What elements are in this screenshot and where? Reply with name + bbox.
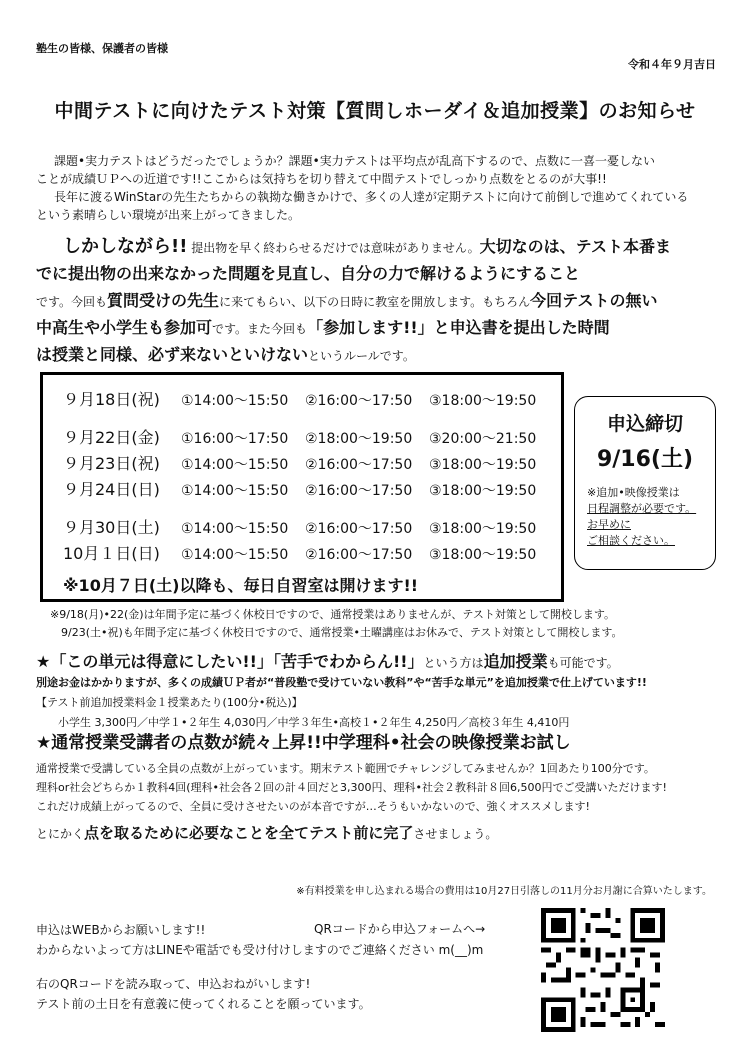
time-slot: ①14:00～15:50 (181, 457, 289, 473)
qr-label: QRコードから申込フォームへ→ (314, 922, 486, 936)
time-slot: ②16:00～17:50 (305, 393, 413, 409)
holiday-note: 9/23(土•祝)も年間予定に基づく休校日ですので、通常授業•土曜講座はお休みで、テスト対策として開校します。 (61, 626, 623, 639)
however-text: です。また今回も (212, 322, 308, 336)
time-slot: ②18:00～19:50 (305, 431, 413, 447)
schedule-date: ９月18日(祝) (63, 390, 160, 409)
time-slot: ③18:00～19:50 (429, 547, 537, 563)
apply-line: テスト前の土日を有意義に使ってくれることを願っています。 (36, 997, 371, 1011)
schedule-date: ９月22日(金) (63, 428, 160, 447)
however-emphasis: 質問受けの先生 (107, 291, 220, 310)
deadline-date: 9/16(土) (596, 447, 694, 472)
addressee: 塾生の皆様、保護者の皆様 (36, 42, 168, 55)
however-text: 提出物を早く終わらせるだけでは意味がありません。 (191, 241, 480, 255)
schedule-box (40, 372, 564, 602)
time-slot: ②16:00～17:50 (305, 457, 413, 473)
time-slot: ③18:00～19:50 (429, 393, 537, 409)
time-slot: ②16:00～17:50 (305, 547, 413, 563)
however-text: です。今回も (36, 295, 108, 309)
qr-code-icon[interactable] (541, 908, 665, 1032)
however-emphasis: 大切なのは、テスト本番ま (479, 237, 671, 256)
time-slot: ①14:00～15:50 (181, 547, 289, 563)
however-emphasis: でに提出物の出来なかった問題を見直し、自分の力で解けるようにすること (36, 264, 581, 283)
schedule-date: ９月30日(土) (63, 518, 160, 537)
self-study-notice: ※10月７日(土)以降も、毎日自習室は開けます!! (63, 576, 419, 595)
time-slot: ②16:00～17:50 (305, 521, 413, 537)
section-text: これだけ成績上がってるので、全員に受けさせたいのが本音ですが…そうもいかないので、強くオススメします! (36, 800, 590, 813)
however-emphasis: 中高生や小学生も参加可 (36, 318, 213, 337)
schedule-date: ９月23日(祝) (63, 454, 160, 473)
time-slot: ③18:00～19:50 (429, 457, 537, 473)
time-slot: ③18:00～19:50 (429, 483, 537, 499)
time-slot: ③20:00～21:50 (429, 431, 537, 447)
deadline-note-line: ご相談ください。 (587, 534, 675, 547)
intro-line: という素晴らしい環境が出来上がってきました。 (36, 208, 301, 222)
section-heading-text: も可能です。 (547, 656, 619, 670)
however-emphasis: は授業と同様、必ず来ないといけない (36, 345, 309, 364)
footnote: ※有料授業を申し込まれる場合の費用は10月27日引落しの11月分お月謝に合算いたします。 (296, 886, 712, 897)
section-heading: 追加授業 (483, 652, 548, 671)
however-emphasis: 「参加します!!」と申込書を提出した時間 (307, 318, 610, 337)
intro (36, 152, 726, 224)
time-slot: ③18:00～19:50 (429, 521, 537, 537)
schedule-row (63, 451, 553, 474)
video-class-section (36, 734, 736, 844)
section-heading: ★「この単元は得意にしたい!!」「苦手でわからん!!」 (36, 652, 424, 671)
however-emphasis: 今回テストの無い (530, 291, 658, 310)
time-slot: ①16:00～17:50 (181, 431, 289, 447)
intro-line: 課題•実力テストはどうだったでしょうか？課題•実力テストは平均点が乱高下するので、点数に一喜一憂しない (54, 154, 655, 168)
deadline-heading: 申込締切 (606, 413, 683, 435)
page-title: 中間テストに向けたテスト対策【質問しホーダイ＆追加授業】のお知らせ (54, 100, 696, 122)
intro-line: ことが成績ＵＰへの近道です!!ここからは気持ちを切り替えて中間テストでしっかり点数をとるのが大事!! (36, 172, 607, 186)
section-text: 別途お金はかかりますが、多くの成績ＵＰ者が“普段塾で受けていない教科”や“苦手な単元”を追加授業で仕上げています!! (36, 676, 647, 689)
section-text: させましょう。 (413, 827, 498, 841)
section-heading: ★通常授業受講者の点数が続々上昇!!中学理科•社会の映像授業お試し (36, 733, 571, 753)
deadline-note-line: ※追加•映像授業は (587, 486, 680, 499)
section-text: とにかく (36, 827, 85, 841)
deadline-note-line: お早めに (587, 518, 631, 531)
fee-title: 【テスト前追加授業料金１授業あたり(100分•税込)】 (36, 696, 303, 709)
time-slot: ①14:00～15:50 (181, 393, 289, 409)
however-paragraph (36, 234, 726, 369)
schedule-date: 10月１日(日) (63, 544, 160, 563)
fee-list: 小学生 3,300円／中学１•２年生 4,030円／中学３年生•高校１•２年生 4,250円／高校３年生 4,410円 (58, 716, 570, 729)
schedule-row (63, 477, 553, 500)
section-text: 理科or社会どちらか１教科4回(理科•社会各２回の計４回だと3,300円、理科•社会２教科計８回6,500円でご受講いただけます! (36, 781, 667, 794)
deadline-note-line: 日程調整が必要です。 (587, 502, 697, 515)
section-heading-text: という方は (423, 656, 484, 670)
section-emphasis: 点を取るために必要なことを全てテスト前に完了 (84, 824, 414, 842)
deadline-note (587, 485, 705, 549)
apply-line: わからないよって方はLINEや電話でも受け付けしますのでご連絡ください m(__)m (36, 943, 484, 957)
deadline-box (574, 396, 716, 570)
intro-line: 長年に渡るWinStarの先生たちからの執拗な働きかけで、多くの人達が定期テストに向けて前倒しで進めてくれている (54, 190, 689, 204)
time-slot: ②16:00～17:50 (305, 483, 413, 499)
holiday-note: ※9/18(月)•22(金)は年間予定に基づく休校日ですので、通常授業はありませんが、テスト対策として開校します。 (50, 608, 616, 621)
schedule-row (63, 425, 553, 448)
schedule-row (63, 387, 553, 410)
however-text: というルールです。 (308, 349, 415, 363)
schedule-date: ９月24日(日) (63, 480, 160, 499)
apply-line: 右のQRコードを読み取って、申込おねがいします! (36, 977, 311, 991)
time-slot: ①14:00～15:50 (181, 521, 289, 537)
however-text: に来てもらい、以下の日時に教室を開放します。もちろん (219, 295, 531, 309)
time-slot: ①14:00～15:50 (181, 483, 289, 499)
extra-class-section (36, 652, 736, 733)
apply-line: 申込はWEBからお願いします!! (36, 923, 206, 937)
schedule-row (63, 515, 553, 538)
however-lead: しかしながら!! (63, 236, 188, 257)
section-text: 通常授業で受講している全員の点数が上がっています。期末テスト範囲でチャレンジしてみませんか？1回あたり100分です。 (36, 762, 655, 775)
issue-date: 令和４年９月吉日 (628, 58, 716, 71)
holiday-notes (50, 606, 623, 642)
schedule-row (63, 541, 553, 564)
